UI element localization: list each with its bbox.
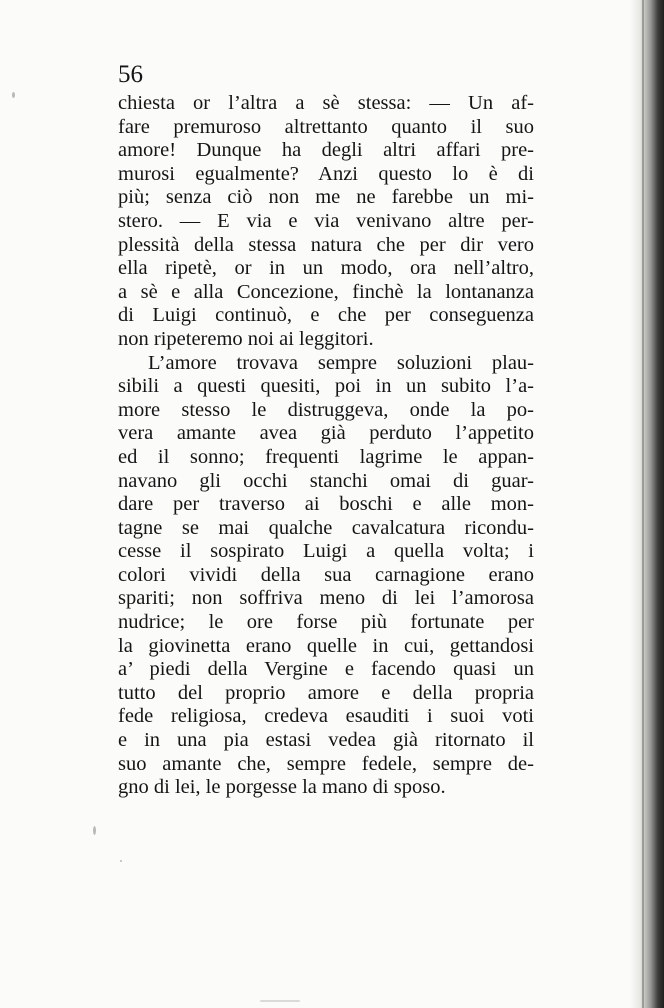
text-line: e in una pia estasi vedea già ritornato il	[118, 729, 534, 752]
paper-speck	[260, 1000, 300, 1002]
text-line: più; senza ciò non me ne farebbe un mi-	[118, 186, 534, 209]
text-line: stero. — E via e via venivano altre per-	[118, 209, 534, 232]
text-line: colori vividi della sua carnagione erano	[118, 563, 534, 586]
paper-speck	[120, 860, 122, 862]
text-line: chiesta or l’altra a sè stessa: — Un af-	[118, 92, 534, 114]
text-line: tutto del proprio amore e della propria	[118, 681, 534, 704]
text-line: a sè e alla Concezione, finchè la lontananza	[118, 280, 534, 303]
text-line: gno di lei, le porgesse la mano di sposo.	[118, 776, 446, 799]
text-line: murosi egualmente? Anzi questo lo è di	[118, 162, 534, 185]
text-line: fare premuroso altrettanto quanto il suo	[118, 115, 534, 138]
text-line: plessità della stessa natura che per dir vero	[118, 233, 534, 256]
text-line: a’ piedi della Vergine e facendo quasi un	[118, 658, 534, 681]
text-line: tagne se mai qualche cavalcatura ricondu-	[118, 516, 534, 539]
text-line: suo amante che, sempre fedele, sempre de-	[118, 752, 534, 775]
text-line: ed il sonno; frequenti lagrime le appan-	[118, 445, 534, 468]
paper-speck	[12, 92, 15, 98]
text-line: dare per traverso ai boschi e alle mon-	[118, 493, 534, 516]
paragraph	[118, 352, 534, 800]
text-line: nudrice; le ore forse più fortunate per	[118, 611, 534, 634]
text-line: vera amante avea già perduto l’appetito	[118, 422, 534, 445]
text-line: non ripeteremo noi ai leggitori.	[118, 327, 374, 350]
text-line: la giovinetta erano quelle in cui, gettandosi	[118, 634, 534, 657]
paper-speck	[93, 826, 96, 835]
text-line: cesse il sospirato Luigi a quella volta; i	[118, 540, 534, 563]
body-text	[118, 92, 534, 800]
text-line: amore! Dunque ha degli altri affari pre-	[118, 139, 534, 162]
text-line: more stesso le distruggeva, onde la po-	[118, 398, 534, 421]
text-line: spariti; non soffriva meno di lei l’amorosa	[118, 587, 534, 610]
text-line: L’amore trovava sempre soluzioni plau-	[148, 351, 534, 374]
text-line: di Luigi continuò, e che per conseguenza	[118, 304, 534, 327]
text-line: navano gli occhi stanchi omai di guar-	[118, 469, 534, 492]
text-line: ella ripetè, or in un modo, ora nell’altro,	[118, 257, 534, 280]
text-line: sibili a questi quesiti, poi in un subito l’a-	[118, 375, 534, 398]
page-binding-line	[642, 0, 644, 1008]
paragraph	[118, 92, 534, 352]
page-binding-shadow	[630, 0, 664, 1008]
page-number: 56	[118, 61, 143, 88]
page-text-block	[118, 58, 534, 800]
text-line: fede religiosa, credeva esauditi i suoi voti	[118, 705, 534, 728]
